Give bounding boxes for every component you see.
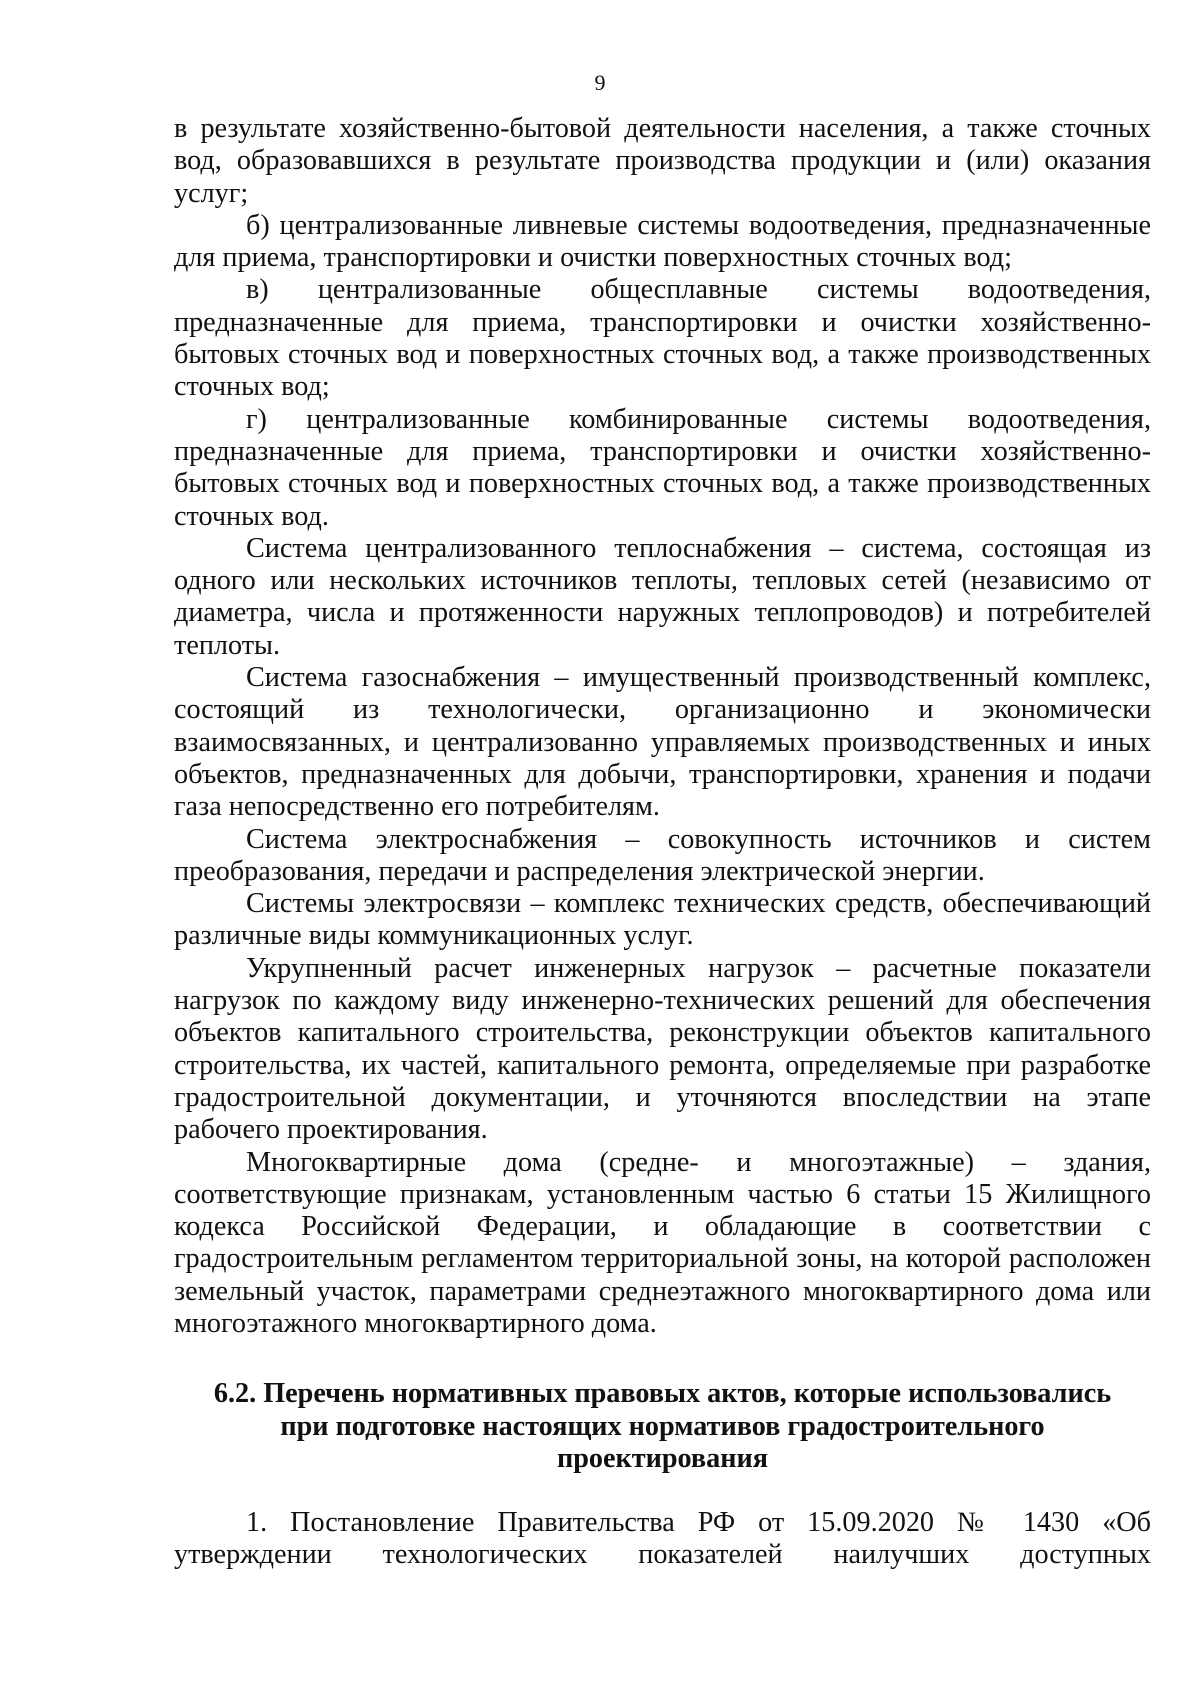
section-heading-line: при подготовке настоящих нормативов градостроительного: [280, 1410, 1045, 1442]
section-heading-line: 6.2. Перечень нормативных правовых актов, которые использовались: [213, 1378, 1112, 1410]
paragraph-b-storm-drainage: б) централизованные ливневые системы водоотведения, предназначенные для приема, транспортировки и очистки поверхностных сточных вод;: [174, 209, 1151, 274]
paragraph-power-supply: Система электроснабжения – совокупность источников и систем преобразования, передачи и распределения электрической энергии.: [174, 823, 1151, 887]
section-heading: [174, 1378, 1151, 1475]
section-heading-line: проектирования: [557, 1442, 768, 1474]
document-body: [174, 113, 1151, 1572]
paragraph-continuation: в результате хозяйственно-бытовой деятельности населения, а также сточных вод, образовавшихся в результате производства продукции и (или) оказания услуг;: [174, 113, 1151, 209]
paragraph-gas-supply: Система газоснабжения – имущественный производственный комплекс, состоящий из технологически, организационно и экономически взаимосвязанных, и централизованно управляемых производственных и иных объектов, предназначенных для добычи, транспортировки, хранения и подачи газа непосредственно его потребителям.: [174, 662, 1151, 823]
list-item: 1. Постановление Правительства РФ от 15.09.2020 № 1430 «Об утверждении технологических показателей наилучших доступных: [174, 1507, 1151, 1571]
paragraph-g-combined-drainage: г) централизованные комбинированные системы водоотведения, предназначенные для приема, транспортировки и очистки хозяйственно-бытовых сточных вод и поверхностных сточных вод, а также производственных сточных вод.: [174, 403, 1151, 532]
page-number: 9: [594, 70, 606, 95]
paragraph-heat-supply: Система централизованного теплоснабжения – система, состоящая из одного или нескольких источников теплоты, тепловых сетей (независимо от диаметра, числа и протяженности наружных теплопроводов) и потребителей теплоты.: [174, 532, 1151, 661]
paragraph-v-combined-sewer: в) централизованные общесплавные системы водоотведения, предназначенные для приема, транспортировки и очистки хозяйственно-бытовых сточных вод и поверхностных сточных вод, а также производственных сточных вод;: [174, 274, 1151, 403]
paragraph-apartment-buildings: Многоквартирные дома (средне- и многоэтажные) – здания, соответствующие признакам, установленным частью 6 статьи 15 Жилищного кодекса Российской Федерации, и обладающие в соответствии с градостроительным регламентом территориальной зоны, на которой расположен земельный участок, параметрами среднеэтажного многоквартирного дома или многоэтажного многоквартирного дома.: [174, 1146, 1151, 1339]
paragraph-engineering-loads: Укрупненный расчет инженерных нагрузок – расчетные показатели нагрузок по каждому виду инженерно-технических решений для обеспечения объектов капитального строительства, реконструкции объектов капитального строительства, их частей, капитального ремонта, определяемые при разработке градостроительной документации, и уточняются впоследствии на этапе рабочего проектирования.: [174, 952, 1151, 1146]
paragraph-telecom: Системы электросвязи – комплекс технических средств, обеспечивающий различные виды коммуникационных услуг.: [174, 888, 1151, 952]
